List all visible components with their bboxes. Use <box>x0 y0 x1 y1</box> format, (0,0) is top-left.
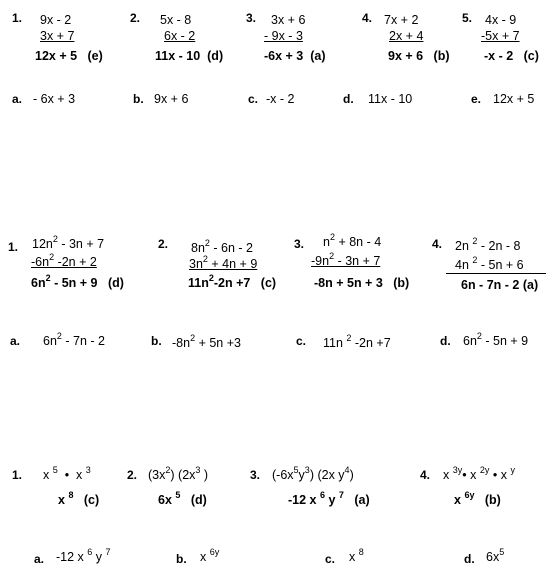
choice-text: 9x + 6 <box>154 92 189 106</box>
expr-line-1: 7x + 2 <box>384 13 419 27</box>
problem-number: 1. <box>8 240 19 254</box>
expression: $(-6x^5y^3)$ (2x $y^4$) <box>272 465 354 482</box>
choice-letter: c. <box>248 92 259 106</box>
choice-letter: a. <box>34 552 45 566</box>
choice-letter: b. <box>133 92 144 106</box>
problem-number: 4. <box>420 468 431 482</box>
answer: -8n + 5n + 3 (b) <box>314 276 410 290</box>
expr-line-1: 4x - 9 <box>485 13 517 27</box>
expr-line-2: $-9n^2 - 3n + 7$ <box>311 251 381 268</box>
problem-number: 3. <box>250 468 261 482</box>
problem-number: 3. <box>294 237 305 251</box>
choice-text: $6n^2 - 7n - 2$ <box>43 331 105 348</box>
answer: x $^{6y}$ (b) <box>454 490 501 507</box>
problem-number: 2. <box>158 237 169 251</box>
expression: x $^{3y}$• x $^{2y}$ • x $^y$ <box>443 465 515 482</box>
problem-number: 5. <box>462 11 473 25</box>
sum-line <box>446 273 546 274</box>
choice-letter: d. <box>440 334 451 348</box>
expr-line-1: 3x + 6 <box>271 13 306 27</box>
answer: x $^8$ (c) <box>58 490 100 507</box>
choice-text: 11n $^2$ -2n +7 <box>323 333 391 350</box>
problem-number: 2. <box>130 11 141 25</box>
choice-text: $-8n^2 + 5n +3$ <box>172 333 241 350</box>
answer: $6n^2 - 5n + 9$ (d) <box>31 273 124 290</box>
choice-text: 12x + 5 <box>493 92 535 106</box>
problem-number: 1. <box>12 468 23 482</box>
expr-line-2: 4n $^2$ - 5n + 6 <box>455 255 524 272</box>
problem-number: 2. <box>127 468 138 482</box>
choice-text: $6x^5$ <box>486 547 505 564</box>
expr-line-1: $8n^2 - 6n - 2$ <box>191 238 253 255</box>
expression: x $^5$ • x $^3$ <box>43 465 91 482</box>
choice-letter: a. <box>12 92 23 106</box>
answer: 6n - 7n - 2 (a) <box>461 278 539 292</box>
answer: 12x + 5 (e) <box>35 49 103 63</box>
expression: $(3x^2)$ ($2x^3$ ) <box>148 465 209 482</box>
expr-line-1: $12n^2 - 3n + 7$ <box>32 234 105 251</box>
expr-line-2: 3x + 7 <box>40 29 75 43</box>
choice-letter: d. <box>343 92 354 106</box>
answer: 6x $^5$ (d) <box>158 490 207 507</box>
choice-text: 11x - 10 <box>368 92 413 106</box>
answer: -6x + 3 (a) <box>264 49 326 63</box>
choice-letter: d. <box>464 552 475 566</box>
answer: $11n^2-2n +7$ (c) <box>188 273 277 290</box>
answer: -12 x $^6$ y $^7$ (a) <box>288 490 370 507</box>
expr-line-2: -5x + 7 <box>481 29 520 43</box>
expr-line-1: 2n $^2$ - 2n - 8 <box>455 236 521 253</box>
choice-letter: b. <box>151 334 162 348</box>
choice-letter: c. <box>325 552 336 566</box>
choice-text: x $^8$ <box>349 547 364 564</box>
expr-line-2: 6x - 2 <box>164 29 196 43</box>
choice-letter: a. <box>10 334 21 348</box>
expr-line-2: $-6n^2$ -2n + 2 <box>31 252 97 269</box>
choice-text: $6n^2 - 5n + 9$ <box>463 331 529 348</box>
problem-number: 1. <box>12 11 23 25</box>
answer: 9x + 6 (b) <box>388 49 450 63</box>
choice-letter: e. <box>471 92 482 106</box>
choice-letter: c. <box>296 334 307 348</box>
problem-number: 4. <box>362 11 373 25</box>
problem-number: 3. <box>246 11 257 25</box>
choice-text: x $^{6y}$ <box>200 547 220 564</box>
choice-text: - 6x + 3 <box>33 92 76 106</box>
expr-line-1: 5x - 8 <box>160 13 192 27</box>
expr-line-2: 2x + 4 <box>389 29 424 43</box>
problem-number: 4. <box>432 237 443 251</box>
expr-line-2: $3n^2 + 4n + 9$ <box>189 254 258 271</box>
choice-text: -12 x $^6$ y $^7$ <box>56 547 111 564</box>
choice-text: -x - 2 <box>266 92 295 106</box>
expr-line-1: 9x - 2 <box>40 13 72 27</box>
expr-line-1: $n^2 + 8n - 4$ <box>323 232 382 249</box>
answer: -x - 2 (c) <box>484 49 539 63</box>
answer: 11x - 10 (d) <box>155 49 224 63</box>
expr-line-2: - 9x - 3 <box>264 29 303 43</box>
choice-letter: b. <box>176 552 187 566</box>
